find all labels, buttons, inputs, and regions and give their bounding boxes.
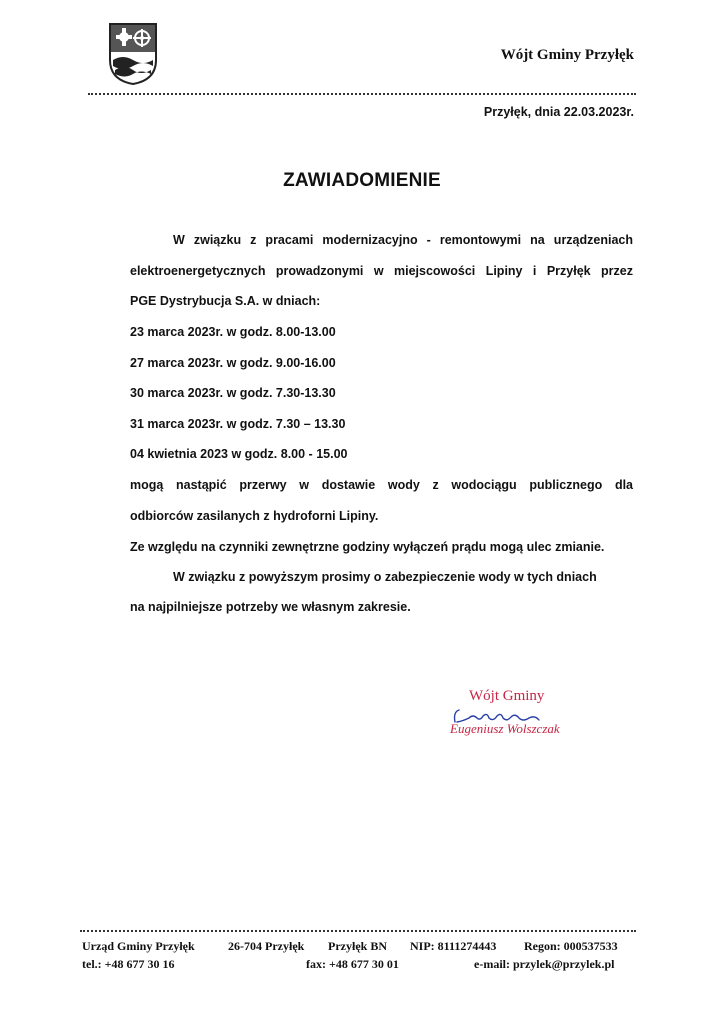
footer-office: Urząd Gminy Przyłęk (82, 939, 195, 953)
notice-line: W związku z pracami modernizacyjno - remontowymi na urządzeniach (173, 233, 633, 247)
signature-title: Wójt Gminy (469, 688, 545, 704)
notice-line: PGE Dystrybucja S.A. w dniach: (130, 294, 321, 308)
notice-line: W związku z powyższym prosimy o zabezpieczenie wody w tych dniach (173, 570, 597, 584)
footer-tel: tel.: +48 677 30 16 (82, 957, 175, 971)
notice-date-line: 31 marca 2023r. w godz. 7.30 – 13.30 (130, 417, 346, 431)
org-title: Wójt Gminy Przyłęk (500, 47, 634, 63)
notice-line: Ze względu na czynniki zewnętrzne godziny wyłączeń prądu mogą ulec zmianie. (130, 540, 605, 554)
municipal-crest-icon (108, 22, 158, 86)
notice-date-line: 23 marca 2023r. w godz. 8.00-13.00 (130, 325, 336, 339)
footer-nip: NIP: 8111274443 (410, 939, 497, 953)
notice-date-line: 27 marca 2023r. w godz. 9.00-16.00 (130, 356, 336, 370)
footer-bn: Przyłęk BN (328, 939, 387, 953)
notice-heading: ZAWIADOMIENIE (283, 170, 441, 191)
notice-date-line: 04 kwietnia 2023 w godz. 8.00 - 15.00 (130, 447, 348, 461)
notice-line: na najpilniejsze potrzeby we własnym zakresie. (130, 600, 411, 614)
notice-date-line: 30 marca 2023r. w godz. 7.30-13.30 (130, 386, 336, 400)
footer-postal: 26-704 Przyłęk (228, 939, 305, 953)
date-line: Przyłęk, dnia 22.03.2023r. (483, 105, 634, 119)
signature-name: Eugeniusz Wolszczak (450, 721, 560, 736)
footer-fax: fax: +48 677 30 01 (306, 957, 399, 971)
notice-line: mogą nastąpić przerwy w dostawie wody z wodociągu publicznego dla (130, 478, 633, 492)
notice-line: elektroenergetycznych prowadzonymi w miejscowości Lipiny i Przyłęk przez (130, 264, 633, 278)
footer-regon: Regon: 000537533 (524, 939, 618, 953)
notice-line: odbiorców zasilanych z hydroforni Lipiny. (130, 509, 379, 523)
header-divider (88, 93, 636, 95)
footer-divider (80, 930, 636, 932)
footer-email: e-mail: przylek@przylek.pl (474, 957, 615, 971)
